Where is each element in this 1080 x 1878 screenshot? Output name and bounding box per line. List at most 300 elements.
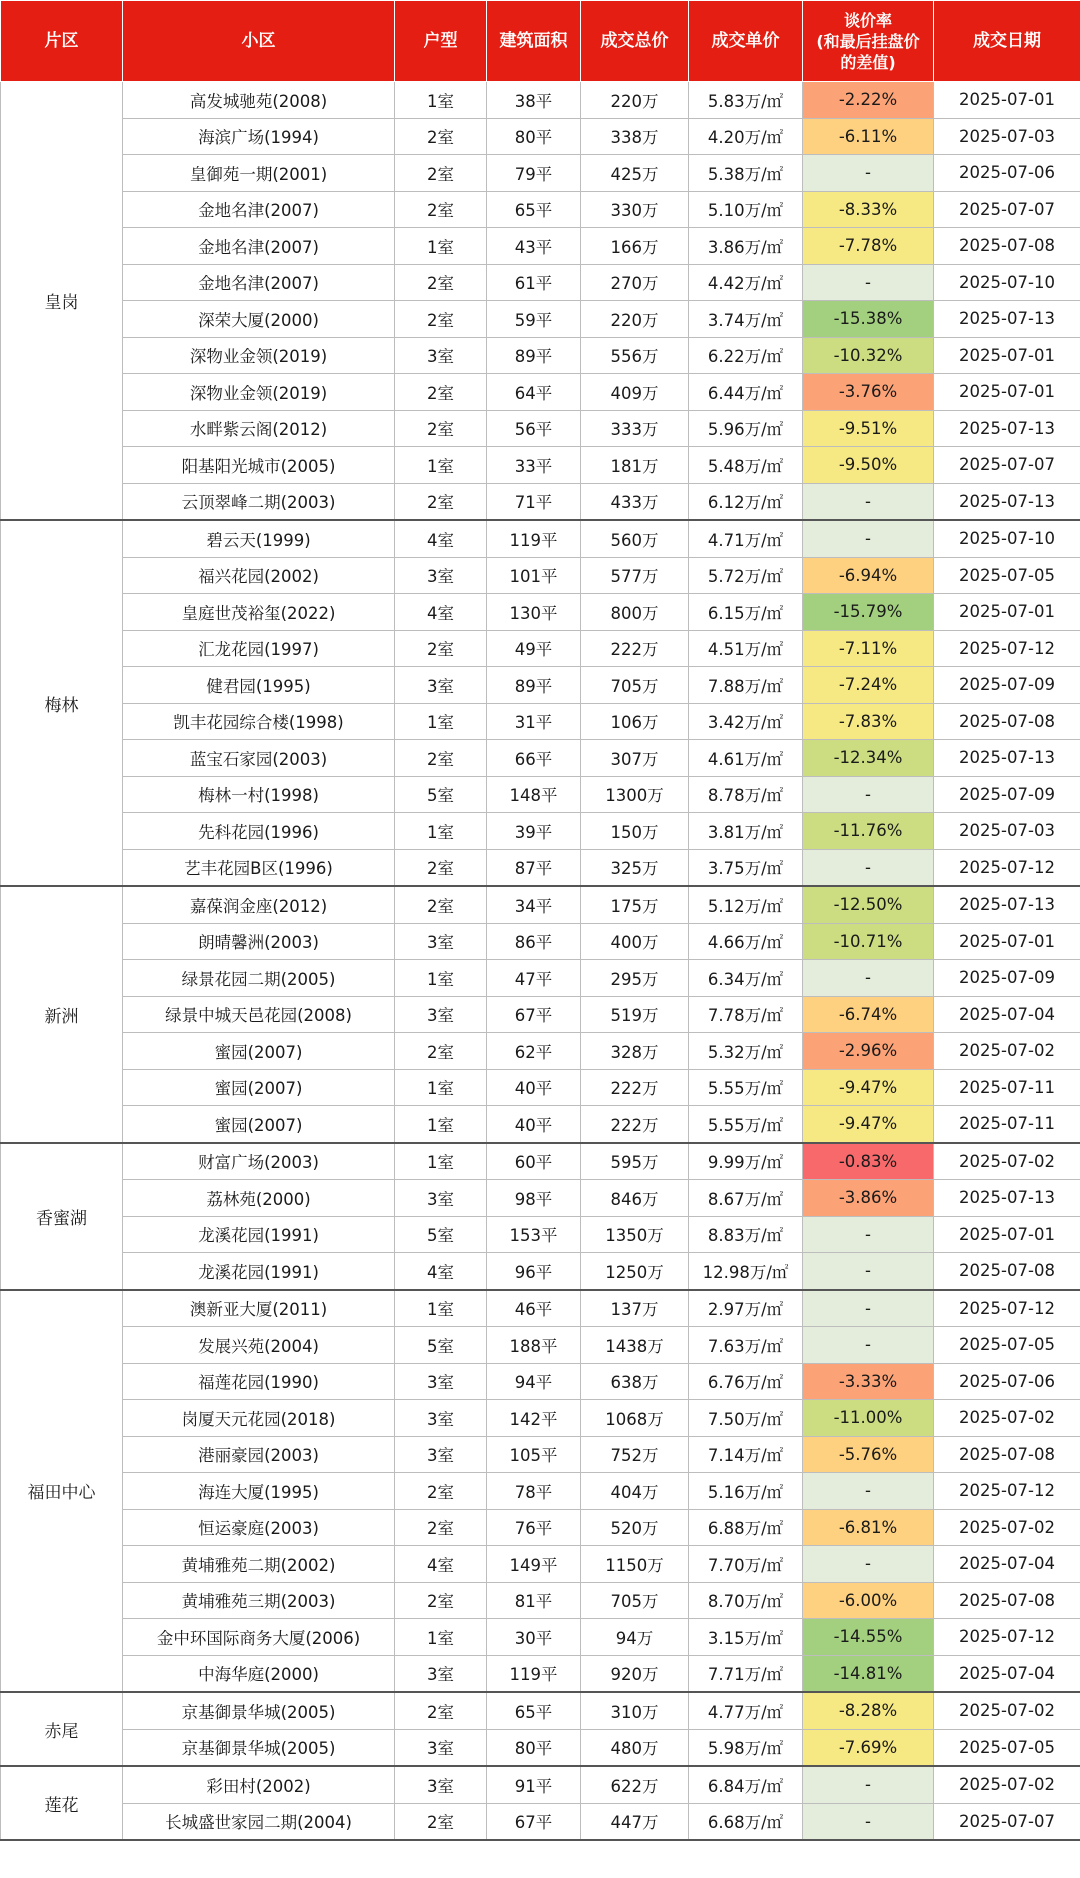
table-row (1, 1033, 1080, 1070)
cell-unit-price: 7.78万/㎡ (689, 996, 803, 1033)
header-layout: 户型 (395, 1, 487, 82)
cell-date: 2025-07-02 (934, 1143, 1080, 1180)
cell-community: 京基御景华城(2005) (123, 1692, 395, 1729)
cell-date: 2025-07-02 (934, 1400, 1080, 1437)
cell-total-price: 328万 (581, 1033, 689, 1070)
cell-community: 黄埔雅苑三期(2003) (123, 1582, 395, 1619)
cell-total-price: 222万 (581, 1069, 689, 1106)
cell-area: 80平 (487, 1729, 581, 1766)
table-row (1, 1473, 1080, 1510)
cell-date: 2025-07-02 (934, 1509, 1080, 1546)
cell-area: 105平 (487, 1436, 581, 1473)
cell-date: 2025-07-11 (934, 1069, 1080, 1106)
cell-unit-price: 5.12万/㎡ (689, 886, 803, 923)
cell-total-price: 220万 (581, 82, 689, 119)
cell-total-price: 519万 (581, 996, 689, 1033)
table-row (1, 264, 1080, 301)
header-date: 成交日期 (934, 1, 1080, 82)
cell-area: 76平 (487, 1509, 581, 1546)
cell-area: 65平 (487, 1692, 581, 1729)
cell-date: 2025-07-03 (934, 813, 1080, 850)
cell-unit-price: 5.16万/㎡ (689, 1473, 803, 1510)
cell-discount: -7.69% (803, 1729, 934, 1766)
cell-unit-price: 7.71万/㎡ (689, 1655, 803, 1692)
cell-date: 2025-07-13 (934, 483, 1080, 520)
cell-unit-price: 6.44万/㎡ (689, 374, 803, 411)
cell-area: 34平 (487, 886, 581, 923)
cell-discount: -6.00% (803, 1582, 934, 1619)
cell-discount: - (803, 1216, 934, 1253)
cell-total-price: 1068万 (581, 1400, 689, 1437)
header-discount-line2: (和最后挂盘价 (816, 31, 920, 51)
table-row (1, 813, 1080, 850)
cell-discount: - (803, 776, 934, 813)
cell-layout: 2室 (395, 740, 487, 777)
cell-area: 61平 (487, 264, 581, 301)
cell-area: 130平 (487, 594, 581, 631)
cell-discount: - (803, 520, 934, 557)
cell-community: 深物业金领(2019) (123, 337, 395, 374)
table-row (1, 337, 1080, 374)
cell-layout: 1室 (395, 960, 487, 997)
cell-area: 94平 (487, 1363, 581, 1400)
cell-discount: - (803, 960, 934, 997)
table-body (1, 82, 1080, 1841)
cell-total-price: 1250万 (581, 1253, 689, 1290)
cell-area: 149平 (487, 1546, 581, 1583)
cell-unit-price: 8.78万/㎡ (689, 776, 803, 813)
cell-date: 2025-07-08 (934, 1436, 1080, 1473)
cell-layout: 4室 (395, 1253, 487, 1290)
cell-area: 78平 (487, 1473, 581, 1510)
table-row (1, 703, 1080, 740)
table-row (1, 1729, 1080, 1766)
cell-area: 62平 (487, 1033, 581, 1070)
table-row (1, 886, 1080, 923)
cell-total-price: 295万 (581, 960, 689, 997)
cell-discount: -9.47% (803, 1069, 934, 1106)
cell-area: 188平 (487, 1327, 581, 1364)
cell-unit-price: 7.50万/㎡ (689, 1400, 803, 1437)
cell-unit-price: 3.74万/㎡ (689, 301, 803, 338)
cell-date: 2025-07-01 (934, 923, 1080, 960)
cell-area: 67平 (487, 996, 581, 1033)
cell-date: 2025-07-05 (934, 557, 1080, 594)
cell-unit-price: 7.88万/㎡ (689, 667, 803, 704)
cell-unit-price: 5.96万/㎡ (689, 410, 803, 447)
cell-unit-price: 12.98万/㎡ (689, 1253, 803, 1290)
cell-total-price: 425万 (581, 155, 689, 192)
cell-layout: 3室 (395, 996, 487, 1033)
cell-discount: -15.38% (803, 301, 934, 338)
cell-community: 凯丰花园综合楼(1998) (123, 703, 395, 740)
cell-area: 43平 (487, 228, 581, 265)
cell-community: 梅林一村(1998) (123, 776, 395, 813)
cell-layout: 2室 (395, 1033, 487, 1070)
cell-discount: -6.11% (803, 118, 934, 155)
cell-date: 2025-07-13 (934, 1180, 1080, 1217)
cell-layout: 2室 (395, 1582, 487, 1619)
table-row (1, 849, 1080, 886)
cell-community: 港丽豪园(2003) (123, 1436, 395, 1473)
cell-date: 2025-07-09 (934, 667, 1080, 704)
cell-unit-price: 8.67万/㎡ (689, 1180, 803, 1217)
cell-date: 2025-07-05 (934, 1729, 1080, 1766)
cell-layout: 2室 (395, 630, 487, 667)
cell-discount: -3.86% (803, 1180, 934, 1217)
cell-date: 2025-07-08 (934, 703, 1080, 740)
cell-community: 龙溪花园(1991) (123, 1216, 395, 1253)
cell-discount: -11.00% (803, 1400, 934, 1437)
cell-community: 水畔紫云阁(2012) (123, 410, 395, 447)
cell-unit-price: 5.55万/㎡ (689, 1069, 803, 1106)
cell-area: 38平 (487, 82, 581, 119)
table-row (1, 1290, 1080, 1327)
cell-date: 2025-07-08 (934, 1582, 1080, 1619)
cell-total-price: 1150万 (581, 1546, 689, 1583)
cell-total-price: 307万 (581, 740, 689, 777)
cell-community: 福兴花园(2002) (123, 557, 395, 594)
cell-unit-price: 6.12万/㎡ (689, 483, 803, 520)
table-row (1, 1803, 1080, 1840)
cell-area: 98平 (487, 1180, 581, 1217)
cell-date: 2025-07-02 (934, 1692, 1080, 1729)
cell-area: 65平 (487, 191, 581, 228)
cell-unit-price: 4.66万/㎡ (689, 923, 803, 960)
cell-layout: 1室 (395, 1143, 487, 1180)
cell-discount: -14.81% (803, 1655, 934, 1692)
cell-date: 2025-07-12 (934, 849, 1080, 886)
cell-discount: - (803, 483, 934, 520)
cell-unit-price: 4.20万/㎡ (689, 118, 803, 155)
table-row (1, 923, 1080, 960)
table-row (1, 520, 1080, 557)
cell-date: 2025-07-10 (934, 264, 1080, 301)
cell-discount: - (803, 1290, 934, 1327)
cell-unit-price: 6.22万/㎡ (689, 337, 803, 374)
cell-unit-price: 3.42万/㎡ (689, 703, 803, 740)
cell-area: 40平 (487, 1106, 581, 1143)
table-row (1, 191, 1080, 228)
cell-discount: -9.50% (803, 447, 934, 484)
cell-area: 148平 (487, 776, 581, 813)
header-area: 建筑面积 (487, 1, 581, 82)
header-discount-line3: 的差值) (840, 52, 896, 72)
cell-date: 2025-07-13 (934, 301, 1080, 338)
cell-total-price: 433万 (581, 483, 689, 520)
cell-area: 46平 (487, 1290, 581, 1327)
cell-discount: -6.81% (803, 1509, 934, 1546)
cell-date: 2025-07-13 (934, 410, 1080, 447)
cell-layout: 3室 (395, 1180, 487, 1217)
cell-community: 恒运豪庭(2003) (123, 1509, 395, 1546)
table-row (1, 118, 1080, 155)
cell-community: 阳基阳光城市(2005) (123, 447, 395, 484)
cell-district: 梅林 (1, 520, 123, 886)
cell-unit-price: 3.81万/㎡ (689, 813, 803, 850)
table-row (1, 1509, 1080, 1546)
cell-total-price: 330万 (581, 191, 689, 228)
table-row (1, 447, 1080, 484)
cell-area: 153平 (487, 1216, 581, 1253)
cell-unit-price: 4.51万/㎡ (689, 630, 803, 667)
cell-community: 彩田村(2002) (123, 1766, 395, 1803)
cell-unit-price: 4.77万/㎡ (689, 1692, 803, 1729)
cell-date: 2025-07-01 (934, 374, 1080, 411)
cell-total-price: 705万 (581, 1582, 689, 1619)
table-row (1, 1692, 1080, 1729)
cell-community: 福莲花园(1990) (123, 1363, 395, 1400)
cell-layout: 1室 (395, 82, 487, 119)
cell-district: 新洲 (1, 886, 123, 1143)
cell-area: 33平 (487, 447, 581, 484)
cell-discount: -8.28% (803, 1692, 934, 1729)
table-row (1, 1582, 1080, 1619)
cell-total-price: 752万 (581, 1436, 689, 1473)
cell-unit-price: 5.83万/㎡ (689, 82, 803, 119)
cell-community: 汇龙花园(1997) (123, 630, 395, 667)
cell-unit-price: 4.71万/㎡ (689, 520, 803, 557)
cell-date: 2025-07-04 (934, 1655, 1080, 1692)
cell-community: 京基御景华城(2005) (123, 1729, 395, 1766)
cell-unit-price: 6.84万/㎡ (689, 1766, 803, 1803)
cell-community: 金中环国际商务大厦(2006) (123, 1619, 395, 1656)
cell-unit-price: 6.88万/㎡ (689, 1509, 803, 1546)
cell-date: 2025-07-06 (934, 1363, 1080, 1400)
cell-total-price: 638万 (581, 1363, 689, 1400)
table-row (1, 1106, 1080, 1143)
cell-unit-price: 7.70万/㎡ (689, 1546, 803, 1583)
cell-date: 2025-07-04 (934, 996, 1080, 1033)
cell-area: 67平 (487, 1803, 581, 1840)
cell-unit-price: 6.76万/㎡ (689, 1363, 803, 1400)
cell-layout: 3室 (395, 1766, 487, 1803)
cell-total-price: 270万 (581, 264, 689, 301)
cell-discount: -14.55% (803, 1619, 934, 1656)
cell-layout: 1室 (395, 813, 487, 850)
cell-discount: - (803, 1803, 934, 1840)
cell-date: 2025-07-02 (934, 1766, 1080, 1803)
cell-unit-price: 5.32万/㎡ (689, 1033, 803, 1070)
cell-unit-price: 6.34万/㎡ (689, 960, 803, 997)
cell-area: 142平 (487, 1400, 581, 1437)
table-row (1, 1069, 1080, 1106)
cell-area: 49平 (487, 630, 581, 667)
cell-community: 岗厦天元花园(2018) (123, 1400, 395, 1437)
cell-unit-price: 5.48万/㎡ (689, 447, 803, 484)
cell-layout: 3室 (395, 1729, 487, 1766)
cell-area: 59平 (487, 301, 581, 338)
cell-district: 莲花 (1, 1766, 123, 1840)
cell-date: 2025-07-01 (934, 594, 1080, 631)
header-total-price: 成交总价 (581, 1, 689, 82)
cell-area: 64平 (487, 374, 581, 411)
cell-layout: 3室 (395, 557, 487, 594)
cell-district: 香蜜湖 (1, 1143, 123, 1290)
cell-area: 86平 (487, 923, 581, 960)
cell-layout: 1室 (395, 447, 487, 484)
cell-layout: 2室 (395, 1473, 487, 1510)
cell-discount: -9.47% (803, 1106, 934, 1143)
header-district: 片区 (1, 1, 123, 82)
cell-date: 2025-07-05 (934, 1327, 1080, 1364)
cell-date: 2025-07-01 (934, 1216, 1080, 1253)
cell-area: 101平 (487, 557, 581, 594)
table-row (1, 1253, 1080, 1290)
cell-discount: -7.24% (803, 667, 934, 704)
cell-layout: 3室 (395, 1363, 487, 1400)
cell-total-price: 106万 (581, 703, 689, 740)
cell-discount: -8.33% (803, 191, 934, 228)
cell-date: 2025-07-07 (934, 1803, 1080, 1840)
cell-unit-price: 3.15万/㎡ (689, 1619, 803, 1656)
cell-community: 海滨广场(1994) (123, 118, 395, 155)
table-row (1, 1546, 1080, 1583)
cell-discount: -0.83% (803, 1143, 934, 1180)
cell-total-price: 338万 (581, 118, 689, 155)
cell-layout: 2室 (395, 264, 487, 301)
cell-layout: 3室 (395, 1400, 487, 1437)
cell-unit-price: 5.10万/㎡ (689, 191, 803, 228)
cell-layout: 2室 (395, 410, 487, 447)
cell-layout: 2室 (395, 849, 487, 886)
cell-total-price: 220万 (581, 301, 689, 338)
cell-community: 长城盛世家园二期(2004) (123, 1803, 395, 1840)
cell-unit-price: 7.14万/㎡ (689, 1436, 803, 1473)
cell-area: 66平 (487, 740, 581, 777)
cell-unit-price: 5.98万/㎡ (689, 1729, 803, 1766)
cell-total-price: 622万 (581, 1766, 689, 1803)
cell-community: 深物业金领(2019) (123, 374, 395, 411)
cell-discount: -7.11% (803, 630, 934, 667)
cell-total-price: 150万 (581, 813, 689, 850)
table-row (1, 776, 1080, 813)
cell-area: 80平 (487, 118, 581, 155)
cell-discount: - (803, 1766, 934, 1803)
cell-area: 89平 (487, 337, 581, 374)
table-row (1, 960, 1080, 997)
cell-layout: 3室 (395, 1436, 487, 1473)
table-row (1, 667, 1080, 704)
cell-date: 2025-07-07 (934, 447, 1080, 484)
table-row (1, 1327, 1080, 1364)
cell-total-price: 447万 (581, 1803, 689, 1840)
cell-area: 30平 (487, 1619, 581, 1656)
cell-unit-price: 3.75万/㎡ (689, 849, 803, 886)
cell-date: 2025-07-08 (934, 1253, 1080, 1290)
cell-area: 60平 (487, 1143, 581, 1180)
cell-layout: 1室 (395, 1069, 487, 1106)
cell-discount: - (803, 1253, 934, 1290)
cell-community: 蜜园(2007) (123, 1106, 395, 1143)
cell-date: 2025-07-12 (934, 630, 1080, 667)
cell-unit-price: 7.63万/㎡ (689, 1327, 803, 1364)
cell-layout: 2室 (395, 301, 487, 338)
cell-unit-price: 8.83万/㎡ (689, 1216, 803, 1253)
cell-total-price: 325万 (581, 849, 689, 886)
cell-layout: 2室 (395, 483, 487, 520)
cell-community: 龙溪花园(1991) (123, 1253, 395, 1290)
cell-unit-price: 4.42万/㎡ (689, 264, 803, 301)
cell-unit-price: 5.38万/㎡ (689, 155, 803, 192)
cell-discount: -6.94% (803, 557, 934, 594)
cell-discount: -2.96% (803, 1033, 934, 1070)
cell-layout: 1室 (395, 703, 487, 740)
cell-discount: - (803, 849, 934, 886)
cell-date: 2025-07-01 (934, 337, 1080, 374)
cell-unit-price: 5.72万/㎡ (689, 557, 803, 594)
cell-layout: 2室 (395, 374, 487, 411)
table-row (1, 1216, 1080, 1253)
cell-discount: -15.79% (803, 594, 934, 631)
cell-unit-price: 5.55万/㎡ (689, 1106, 803, 1143)
cell-community: 中海华庭(2000) (123, 1655, 395, 1692)
cell-discount: -5.76% (803, 1436, 934, 1473)
cell-layout: 2室 (395, 1692, 487, 1729)
cell-total-price: 1438万 (581, 1327, 689, 1364)
cell-layout: 4室 (395, 1546, 487, 1583)
cell-area: 91平 (487, 1766, 581, 1803)
cell-unit-price: 3.86万/㎡ (689, 228, 803, 265)
cell-area: 87平 (487, 849, 581, 886)
cell-total-price: 166万 (581, 228, 689, 265)
cell-layout: 5室 (395, 1216, 487, 1253)
cell-total-price: 94万 (581, 1619, 689, 1656)
cell-area: 79平 (487, 155, 581, 192)
cell-community: 绿景花园二期(2005) (123, 960, 395, 997)
cell-date: 2025-07-12 (934, 1290, 1080, 1327)
cell-discount: - (803, 1546, 934, 1583)
cell-community: 蓝宝石家园(2003) (123, 740, 395, 777)
cell-discount: -2.22% (803, 82, 934, 119)
cell-total-price: 222万 (581, 630, 689, 667)
cell-discount: - (803, 1473, 934, 1510)
cell-area: 39平 (487, 813, 581, 850)
cell-community: 荔林苑(2000) (123, 1180, 395, 1217)
cell-layout: 1室 (395, 1619, 487, 1656)
cell-total-price: 595万 (581, 1143, 689, 1180)
cell-area: 89平 (487, 667, 581, 704)
cell-layout: 5室 (395, 776, 487, 813)
cell-total-price: 333万 (581, 410, 689, 447)
cell-date: 2025-07-12 (934, 1619, 1080, 1656)
cell-layout: 3室 (395, 337, 487, 374)
cell-area: 47平 (487, 960, 581, 997)
cell-community: 金地名津(2007) (123, 228, 395, 265)
cell-area: 71平 (487, 483, 581, 520)
cell-layout: 2室 (395, 118, 487, 155)
table-row (1, 740, 1080, 777)
cell-total-price: 1350万 (581, 1216, 689, 1253)
table-row (1, 483, 1080, 520)
cell-unit-price: 2.97万/㎡ (689, 1290, 803, 1327)
cell-community: 碧云天(1999) (123, 520, 395, 557)
cell-layout: 2室 (395, 1509, 487, 1546)
cell-discount: -11.76% (803, 813, 934, 850)
table-row (1, 301, 1080, 338)
table-row (1, 1143, 1080, 1180)
cell-community: 发展兴苑(2004) (123, 1327, 395, 1364)
cell-date: 2025-07-13 (934, 740, 1080, 777)
cell-community: 艺丰花园B区(1996) (123, 849, 395, 886)
cell-district: 赤尾 (1, 1692, 123, 1766)
cell-area: 119平 (487, 520, 581, 557)
cell-unit-price: 9.99万/㎡ (689, 1143, 803, 1180)
table-row (1, 996, 1080, 1033)
cell-area: 96平 (487, 1253, 581, 1290)
cell-discount: -7.83% (803, 703, 934, 740)
cell-layout: 2室 (395, 191, 487, 228)
